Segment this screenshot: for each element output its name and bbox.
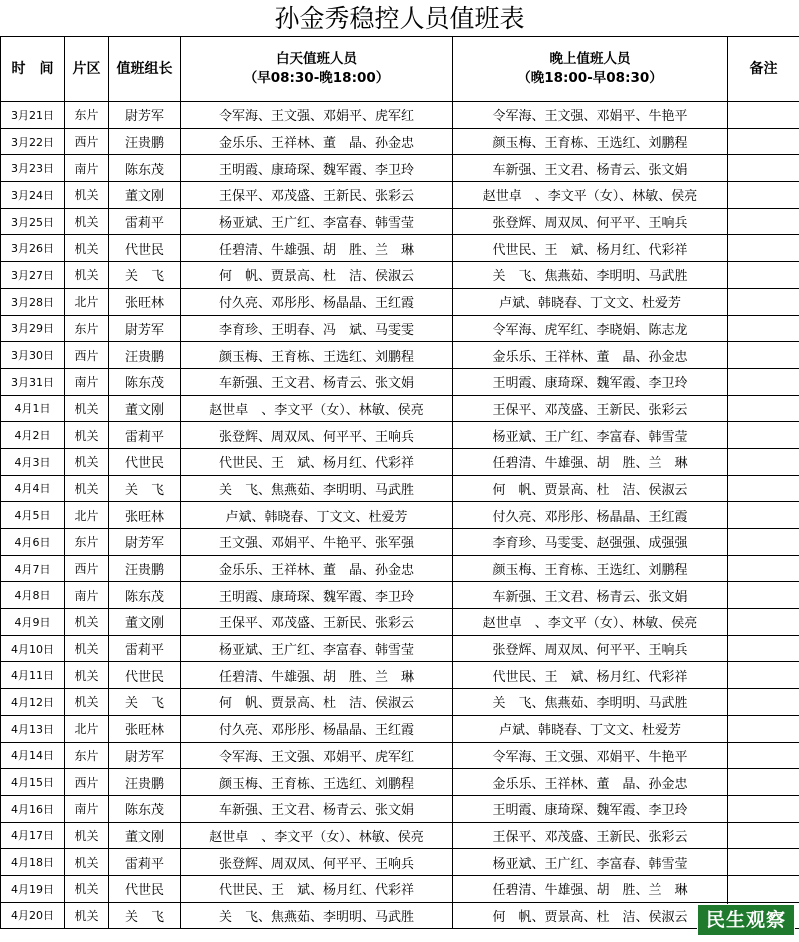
header-note: 备注: [728, 37, 799, 102]
night-staff-cell: 关 飞、焦燕茹、李明明、马武胜: [453, 262, 728, 289]
date-cell: 3月27日: [1, 262, 65, 289]
area-cell: 西片: [65, 342, 109, 369]
day-staff-cell: 王明霞、康琦琛、魏军霞、李卫玲: [181, 582, 453, 609]
area-cell: 机关: [65, 662, 109, 689]
date-cell: 4月4日: [1, 475, 65, 502]
leader-cell: 陈东茂: [109, 368, 181, 395]
date-cell: 3月26日: [1, 235, 65, 262]
night-staff-cell: 颜玉梅、王育栋、王选红、刘鹏程: [453, 555, 728, 582]
leader-cell: 陈东茂: [109, 155, 181, 182]
table-row: [1, 635, 799, 662]
date-cell: 4月11日: [1, 662, 65, 689]
note-cell: [728, 448, 799, 475]
night-staff-cell: 车新强、王文君、杨青云、张文娟: [453, 582, 728, 609]
date-cell: 4月20日: [1, 902, 65, 929]
header-night-title: 晚上值班人员: [549, 51, 631, 67]
day-staff-cell: 赵世卓 、李文平（女）、林敏、侯亮: [181, 822, 453, 849]
day-staff-cell: 王保平、邓茂盛、王新民、张彩云: [181, 609, 453, 636]
table-row: [1, 849, 799, 876]
area-cell: 机关: [65, 875, 109, 902]
table-row: [1, 315, 799, 342]
area-cell: 东片: [65, 315, 109, 342]
table-row: [1, 395, 799, 422]
table-row: [1, 262, 799, 289]
date-cell: 4月10日: [1, 635, 65, 662]
leader-cell: 董文刚: [109, 822, 181, 849]
day-staff-cell: 金乐乐、王祥林、董 晶、孙金忠: [181, 555, 453, 582]
note-cell: [728, 208, 799, 235]
area-cell: 机关: [65, 448, 109, 475]
day-staff-cell: 李育珍、王明春、冯 斌、马雯雯: [181, 315, 453, 342]
area-cell: 机关: [65, 422, 109, 449]
night-staff-cell: 令军海、王文强、邓娟平、牛艳平: [453, 742, 728, 769]
date-cell: 3月25日: [1, 208, 65, 235]
table-row: [1, 155, 799, 182]
note-cell: [728, 875, 799, 902]
leader-cell: 汪贵鹏: [109, 769, 181, 796]
note-cell: [728, 155, 799, 182]
night-staff-cell: 张登辉、周双凤、何平平、王响兵: [453, 635, 728, 662]
night-staff-cell: 杨亚斌、王广红、李富春、韩雪莹: [453, 422, 728, 449]
day-staff-cell: 赵世卓 、李文平（女）、林敏、侯亮: [181, 395, 453, 422]
night-staff-cell: 卢斌、韩晓春、丁文文、杜爱芳: [453, 715, 728, 742]
area-cell: 机关: [65, 182, 109, 209]
note-cell: [728, 529, 799, 556]
table-row: [1, 689, 799, 716]
note-cell: [728, 795, 799, 822]
date-cell: 3月21日: [1, 102, 65, 129]
day-staff-cell: 颜玉梅、王育栋、王选红、刘鹏程: [181, 342, 453, 369]
day-staff-cell: 王明霞、康琦琛、魏军霞、李卫玲: [181, 155, 453, 182]
date-cell: 3月24日: [1, 182, 65, 209]
area-cell: 机关: [65, 822, 109, 849]
date-cell: 4月19日: [1, 875, 65, 902]
note-cell: [728, 609, 799, 636]
date-cell: 4月8日: [1, 582, 65, 609]
leader-cell: 雷莉平: [109, 208, 181, 235]
note-cell: [728, 235, 799, 262]
area-cell: 西片: [65, 769, 109, 796]
duty-roster-table: [0, 36, 799, 929]
night-staff-cell: 何 帆、贾景高、杜 洁、侯淑云: [453, 902, 728, 929]
leader-cell: 关 飞: [109, 475, 181, 502]
date-cell: 4月9日: [1, 609, 65, 636]
note-cell: [728, 742, 799, 769]
leader-cell: 尉芳军: [109, 742, 181, 769]
area-cell: 机关: [65, 635, 109, 662]
header-area: 片区: [65, 37, 109, 102]
area-cell: 南片: [65, 795, 109, 822]
table-row: [1, 662, 799, 689]
night-staff-cell: 金乐乐、王祥林、董 晶、孙金忠: [453, 769, 728, 796]
note-cell: [728, 102, 799, 129]
night-staff-cell: 王保平、邓茂盛、王新民、张彩云: [453, 822, 728, 849]
leader-cell: 陈东茂: [109, 582, 181, 609]
leader-cell: 雷莉平: [109, 635, 181, 662]
night-staff-cell: 付久亮、邓彤彤、杨晶晶、王红霞: [453, 502, 728, 529]
day-staff-cell: 杨亚斌、王广红、李富春、韩雪莹: [181, 208, 453, 235]
leader-cell: 张旺林: [109, 502, 181, 529]
table-row: [1, 342, 799, 369]
table-row: [1, 742, 799, 769]
night-staff-cell: 车新强、王文君、杨青云、张文娟: [453, 155, 728, 182]
day-staff-cell: 张登辉、周双凤、何平平、王响兵: [181, 422, 453, 449]
table-row: [1, 822, 799, 849]
night-staff-cell: 王保平、邓茂盛、王新民、张彩云: [453, 395, 728, 422]
day-staff-cell: 杨亚斌、王广红、李富春、韩雪莹: [181, 635, 453, 662]
table-row: [1, 102, 799, 129]
night-staff-cell: 任碧清、牛雄强、胡 胜、兰 琳: [453, 448, 728, 475]
day-staff-cell: 令军海、王文强、邓娟平、虎军红: [181, 742, 453, 769]
area-cell: 机关: [65, 609, 109, 636]
day-staff-cell: 任碧清、牛雄强、胡 胜、兰 琳: [181, 235, 453, 262]
day-staff-cell: 代世民、王 斌、杨月红、代彩祥: [181, 448, 453, 475]
leader-cell: 尉芳军: [109, 102, 181, 129]
night-staff-cell: 颜玉梅、王育栋、王选红、刘鹏程: [453, 128, 728, 155]
date-cell: 3月22日: [1, 128, 65, 155]
table-body: [1, 102, 799, 929]
table-row: [1, 475, 799, 502]
area-cell: 东片: [65, 102, 109, 129]
leader-cell: 汪贵鹏: [109, 555, 181, 582]
date-cell: 4月6日: [1, 529, 65, 556]
area-cell: 机关: [65, 208, 109, 235]
leader-cell: 关 飞: [109, 689, 181, 716]
date-cell: 3月31日: [1, 368, 65, 395]
note-cell: [728, 475, 799, 502]
date-cell: 3月28日: [1, 288, 65, 315]
leader-cell: 尉芳军: [109, 315, 181, 342]
day-staff-cell: 张登辉、周双凤、何平平、王响兵: [181, 849, 453, 876]
table-row: [1, 902, 799, 929]
leader-cell: 董文刚: [109, 395, 181, 422]
day-staff-cell: 何 帆、贾景高、杜 洁、侯淑云: [181, 262, 453, 289]
day-staff-cell: 颜玉梅、王育栋、王选红、刘鹏程: [181, 769, 453, 796]
night-staff-cell: 王明霞、康琦琛、魏军霞、李卫玲: [453, 368, 728, 395]
night-staff-cell: 杨亚斌、王广红、李富春、韩雪莹: [453, 849, 728, 876]
leader-cell: 代世民: [109, 662, 181, 689]
area-cell: 南片: [65, 155, 109, 182]
area-cell: 东片: [65, 742, 109, 769]
leader-cell: 张旺林: [109, 288, 181, 315]
night-staff-cell: 赵世卓 、李文平（女）、林敏、侯亮: [453, 182, 728, 209]
table-row: [1, 208, 799, 235]
date-cell: 4月18日: [1, 849, 65, 876]
date-cell: 3月30日: [1, 342, 65, 369]
note-cell: [728, 315, 799, 342]
area-cell: 西片: [65, 128, 109, 155]
night-staff-cell: 王明霞、康琦琛、魏军霞、李卫玲: [453, 795, 728, 822]
night-staff-cell: 令军海、虎军红、李晓娟、陈志龙: [453, 315, 728, 342]
leader-cell: 尉芳军: [109, 529, 181, 556]
note-cell: [728, 422, 799, 449]
leader-cell: 关 飞: [109, 262, 181, 289]
leader-cell: 代世民: [109, 235, 181, 262]
area-cell: 北片: [65, 288, 109, 315]
leader-cell: 关 飞: [109, 902, 181, 929]
header-day-staff: [181, 37, 453, 102]
night-staff-cell: 关 飞、焦燕茹、李明明、马武胜: [453, 689, 728, 716]
night-staff-cell: 卢斌、韩晓春、丁文文、杜爱芳: [453, 288, 728, 315]
date-cell: 4月14日: [1, 742, 65, 769]
area-cell: 机关: [65, 475, 109, 502]
table-row: [1, 582, 799, 609]
area-cell: 机关: [65, 395, 109, 422]
day-staff-cell: 车新强、王文君、杨青云、张文娟: [181, 795, 453, 822]
leader-cell: 雷莉平: [109, 849, 181, 876]
date-cell: 4月17日: [1, 822, 65, 849]
table-row: [1, 795, 799, 822]
day-staff-cell: 车新强、王文君、杨青云、张文娟: [181, 368, 453, 395]
area-cell: 西片: [65, 555, 109, 582]
table-row: [1, 448, 799, 475]
table-row: [1, 769, 799, 796]
note-cell: [728, 128, 799, 155]
day-staff-cell: 卢斌、韩晓春、丁文文、杜爱芳: [181, 502, 453, 529]
night-staff-cell: 任碧清、牛雄强、胡 胜、兰 琳: [453, 875, 728, 902]
night-staff-cell: 代世民、王 斌、杨月红、代彩祥: [453, 235, 728, 262]
date-cell: 3月23日: [1, 155, 65, 182]
leader-cell: 代世民: [109, 448, 181, 475]
note-cell: [728, 342, 799, 369]
day-staff-cell: 王保平、邓茂盛、王新民、张彩云: [181, 182, 453, 209]
date-cell: 4月2日: [1, 422, 65, 449]
night-staff-cell: 李育珍、马雯雯、赵强强、成强强: [453, 529, 728, 556]
day-staff-cell: 王文强、邓娟平、牛艳平、张军强: [181, 529, 453, 556]
leader-cell: 代世民: [109, 875, 181, 902]
date-cell: 4月5日: [1, 502, 65, 529]
area-cell: 东片: [65, 529, 109, 556]
table-row: [1, 128, 799, 155]
leader-cell: 汪贵鹏: [109, 342, 181, 369]
leader-cell: 董文刚: [109, 609, 181, 636]
table-row: [1, 715, 799, 742]
night-staff-cell: 何 帆、贾景高、杜 洁、侯淑云: [453, 475, 728, 502]
note-cell: [728, 395, 799, 422]
leader-cell: 董文刚: [109, 182, 181, 209]
table-header-row: [1, 37, 799, 102]
date-cell: 4月15日: [1, 769, 65, 796]
note-cell: [728, 635, 799, 662]
night-staff-cell: 金乐乐、王祥林、董 晶、孙金忠: [453, 342, 728, 369]
area-cell: 机关: [65, 689, 109, 716]
date-cell: 4月13日: [1, 715, 65, 742]
note-cell: [728, 502, 799, 529]
night-staff-cell: 张登辉、周双凤、何平平、王响兵: [453, 208, 728, 235]
night-staff-cell: 令军海、王文强、邓娟平、牛艳平: [453, 102, 728, 129]
table-row: [1, 555, 799, 582]
header-night-time: （晚18:00-早08:30）: [517, 70, 663, 86]
area-cell: 南片: [65, 582, 109, 609]
date-cell: 4月3日: [1, 448, 65, 475]
night-staff-cell: 赵世卓 、李文平（女）、林敏、侯亮: [453, 609, 728, 636]
table-row: [1, 609, 799, 636]
table-row: [1, 368, 799, 395]
table-row: [1, 235, 799, 262]
note-cell: [728, 582, 799, 609]
note-cell: [728, 368, 799, 395]
date-cell: 3月29日: [1, 315, 65, 342]
note-cell: [728, 662, 799, 689]
area-cell: 机关: [65, 235, 109, 262]
date-cell: 4月16日: [1, 795, 65, 822]
area-cell: 机关: [65, 902, 109, 929]
note-cell: [728, 715, 799, 742]
leader-cell: 雷莉平: [109, 422, 181, 449]
table-row: [1, 422, 799, 449]
note-cell: [728, 555, 799, 582]
header-day-title: 白天值班人员: [276, 51, 357, 67]
area-cell: 南片: [65, 368, 109, 395]
area-cell: 北片: [65, 715, 109, 742]
day-staff-cell: 付久亮、邓彤彤、杨晶晶、王红霞: [181, 715, 453, 742]
table-row: [1, 502, 799, 529]
date-cell: 4月7日: [1, 555, 65, 582]
note-cell: [728, 849, 799, 876]
note-cell: [728, 262, 799, 289]
table-row: [1, 182, 799, 209]
note-cell: [728, 689, 799, 716]
table-row: [1, 288, 799, 315]
table-row: [1, 875, 799, 902]
watermark-logo: 民生观察: [697, 904, 795, 936]
day-staff-cell: 关 飞、焦燕茹、李明明、马武胜: [181, 902, 453, 929]
table-row: [1, 529, 799, 556]
leader-cell: 汪贵鹏: [109, 128, 181, 155]
header-time: 时 间: [1, 37, 65, 102]
day-staff-cell: 付久亮、邓彤彤、杨晶晶、王红霞: [181, 288, 453, 315]
header-leader: [109, 37, 181, 102]
day-staff-cell: 任碧清、牛雄强、胡 胜、兰 琳: [181, 662, 453, 689]
note-cell: [728, 182, 799, 209]
night-staff-cell: 代世民、王 斌、杨月红、代彩祥: [453, 662, 728, 689]
header-day-time: （早08:30-晚18:00）: [243, 70, 390, 86]
area-cell: 北片: [65, 502, 109, 529]
date-cell: 4月12日: [1, 689, 65, 716]
page-title: 孙金秀稳控人员值班表: [274, 4, 525, 33]
day-staff-cell: 令军海、王文强、邓娟平、虎军红: [181, 102, 453, 129]
date-cell: 4月1日: [1, 395, 65, 422]
leader-cell: 陈东茂: [109, 795, 181, 822]
day-staff-cell: 何 帆、贾景高、杜 洁、侯淑云: [181, 689, 453, 716]
day-staff-cell: 关 飞、焦燕茹、李明明、马武胜: [181, 475, 453, 502]
header-leader-label: 值班组长: [116, 60, 173, 77]
header-night-staff: [453, 37, 728, 102]
note-cell: [728, 769, 799, 796]
leader-cell: 张旺林: [109, 715, 181, 742]
note-cell: [728, 822, 799, 849]
area-cell: 机关: [65, 262, 109, 289]
note-cell: [728, 288, 799, 315]
day-staff-cell: 代世民、王 斌、杨月红、代彩祥: [181, 875, 453, 902]
day-staff-cell: 金乐乐、王祥林、董 晶、孙金忠: [181, 128, 453, 155]
area-cell: 机关: [65, 849, 109, 876]
